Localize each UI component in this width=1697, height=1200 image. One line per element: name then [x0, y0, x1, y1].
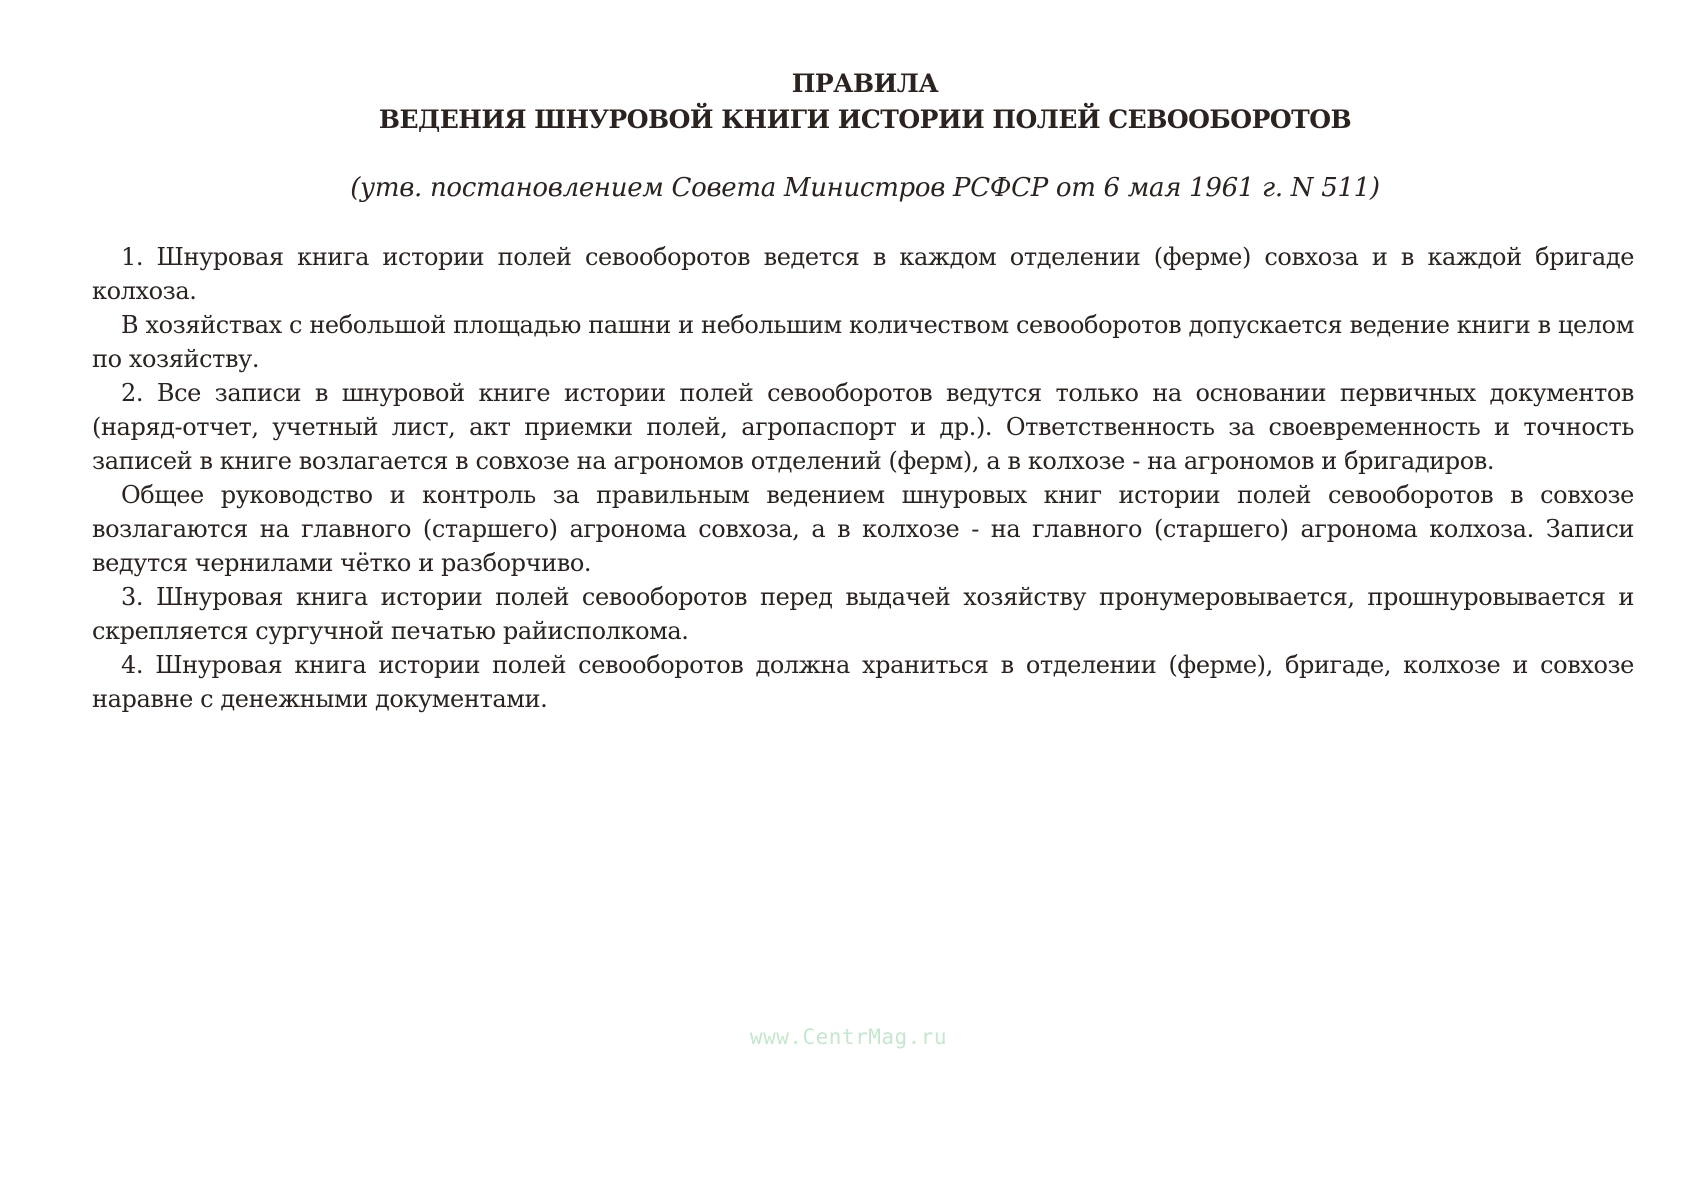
document-title — [0, 66, 1697, 138]
document-subtitle: (утв. постановлением Совета Министров РСФСР от 6 мая 1961 г. N 511) — [350, 173, 1380, 203]
paragraph: 4. Шнуровая книга истории полей севооборотов должна храниться в отделении (ферме), бригаде, колхозе и совхозе наравне с денежными документами. — [92, 651, 1634, 713]
title-line-1: ПРАВИЛА — [791, 69, 939, 98]
title-line-2: ВЕДЕНИЯ ШНУРОВОЙ КНИГИ ИСТОРИИ ПОЛЕЙ СЕВООБОРОТОВ — [378, 105, 1352, 134]
watermark: www.CentrMag.ru — [749, 1025, 948, 1049]
paragraph: В хозяйствах с небольшой площадью пашни и небольшим количеством севооборотов допускается ведение книги в целом по хозяйству. — [92, 311, 1634, 373]
paragraph: Общее руководство и контроль за правильным ведением шнуровых книг истории полей севооборотов в совхозе возлагаются на главного (старшего) агронома совхоза, а в колхозе - на главного (старшего) агронома колхоза. Записи ведутся чернилами чётко и разборчиво. — [92, 481, 1634, 577]
document-body — [92, 240, 1634, 716]
paragraph: 3. Шнуровая книга истории полей севооборотов перед выдачей хозяйству пронумеровывается, прошнуровывается и скрепляется сургучной печатью райисполкома. — [92, 583, 1634, 645]
paragraph: 1. Шнуровая книга истории полей севооборотов ведется в каждом отделении (ферме) совхоза и в каждой бригаде колхоза. — [92, 243, 1634, 305]
paragraph: 2. Все записи в шнуровой книге истории полей севооборотов ведутся только на основании первичных документов (наряд-отчет, учетный лист, акт приемки полей, агропаспорт и др.). Ответственность за своевременность и точность записей в книге возлагается в совхозе на агрономов отделений (ферм), а в колхозе - на агрономов и бригадиров. — [92, 379, 1634, 475]
